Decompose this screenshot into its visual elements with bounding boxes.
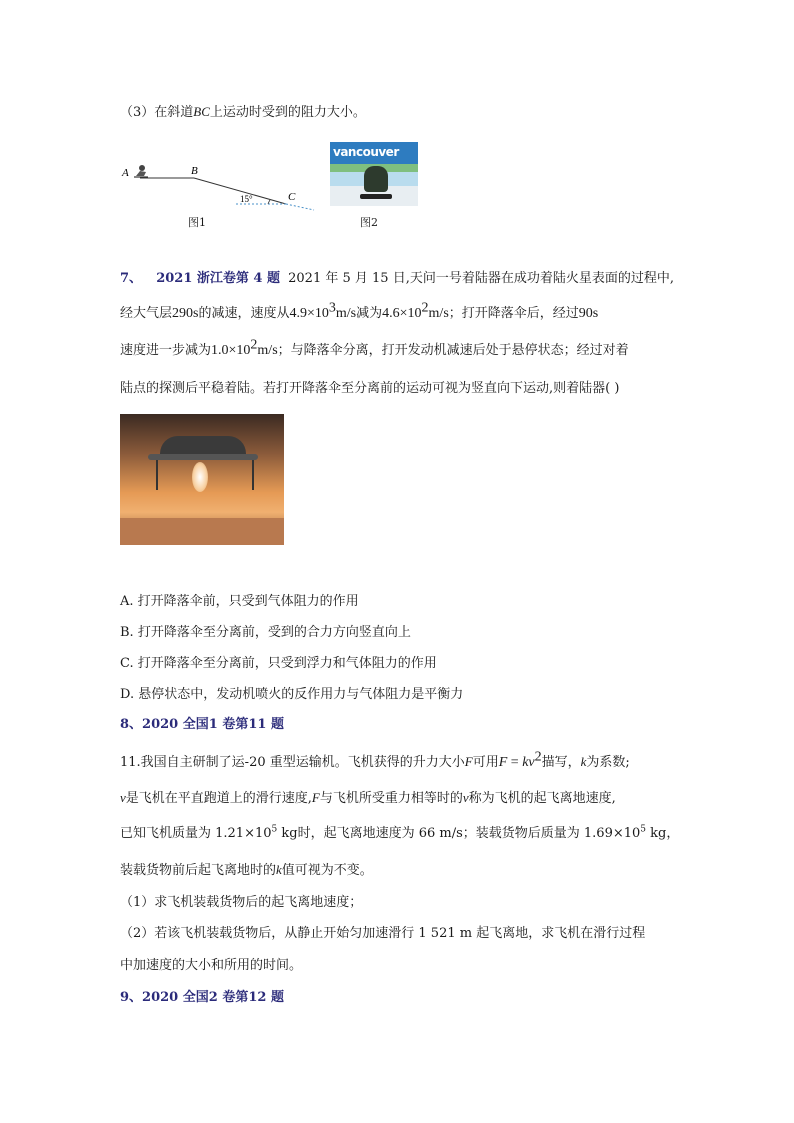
q7-number: 7、 xyxy=(120,271,143,286)
q8-line-4: 装载货物前后起飞离地时的k值可视为不变。 xyxy=(120,862,373,878)
figure-1-caption: 图1 xyxy=(188,216,206,229)
q8-line-6: （2）若该飞机装载货物后，从静止开始匀加速滑行 1 521 m 起飞离地，求飞机在滑行过程 xyxy=(120,926,646,941)
q7-option-a: A. 打开降落伞前，只受到气体阻力的作用 xyxy=(120,594,359,609)
slope-extension xyxy=(286,204,314,210)
q8-heading: 8、2020 全国1 卷第11 题 xyxy=(120,717,284,732)
mars-lander-photo xyxy=(120,414,284,545)
figure-2-caption: 图2 xyxy=(360,216,378,229)
q7-line-2: 经大气层290s的减速，速度从$4.9\times 10^3m/s$减为$4.6\times 10^2m/s$；打开降落伞后，经过90s xyxy=(120,300,599,321)
q7-option-b: B. 打开降落伞至分离前，受到的合力方向竖直向上 xyxy=(120,625,411,640)
sled xyxy=(360,194,392,199)
q8-line-5: （1）求飞机装载货物后的起飞离地速度； xyxy=(120,895,363,910)
q7-option-c: C. 打开降落伞至分离前，只受到浮力和气体阻力的作用 xyxy=(120,656,437,671)
photo-sign-text: vancouver xyxy=(333,145,399,159)
skier-icon xyxy=(134,165,148,177)
q9-heading: 9、2020 全国2 卷第12 题 xyxy=(120,990,284,1005)
angle-label: 15° xyxy=(240,194,253,204)
athlete-figure xyxy=(364,166,388,192)
q8-line-2: v是飞机在平直跑道上的滑行速度,F与飞机所受重力相等时的v称为飞机的起飞离地速度, xyxy=(120,790,616,806)
angle-arc xyxy=(268,200,270,204)
sub-question-3: （3）在斜道BC上运动时受到的阻力大小。 xyxy=(120,104,366,120)
engine-plume xyxy=(192,462,208,492)
slope-var: BC xyxy=(193,104,210,119)
mars-horizon xyxy=(120,518,284,545)
q7-source: 2021 浙江卷第 4 题 xyxy=(156,271,280,286)
q7-option-d: D. 悬停状态中，发动机喷火的反作用力与气体阻力是平衡力 xyxy=(120,687,464,702)
label-b: B xyxy=(191,165,198,177)
q7-line-4: 陆点的探测后平稳着陆。若打开降落伞至分离前的运动可视为竖直向下运动,则着陆器( ) xyxy=(120,381,620,396)
q8-line-7: 中加速度的大小和所用的时间。 xyxy=(120,958,303,973)
figure-2-photo xyxy=(330,142,418,206)
q7-line-1: 7、 2021 浙江卷第 4 题 2021 年 5 月 15 日,天问一号着陆器在成功着陆火星表面的过程中, xyxy=(120,271,674,286)
q8-line-1: 11.我国自主研制了运-20 重型运输机。飞机获得的升力大小F可用$F = kv^2$描写，k为系数; xyxy=(120,749,630,770)
label-a: A xyxy=(122,167,129,179)
figure-1-diagram xyxy=(118,160,318,212)
q8-line-3: 已知飞机质量为 $1.21\times 10^5$ kg时，起飞离地速度为 66 m/s；装载货物后质量为 $1.69\times 10^5$ kg， xyxy=(120,824,680,841)
q7-line-3: 速度进一步减为$1.0\times 10^2m/s$；与降落伞分离，打开发动机减速后处于悬停状态；经过对着 xyxy=(120,337,629,358)
label-c: C xyxy=(288,191,296,203)
